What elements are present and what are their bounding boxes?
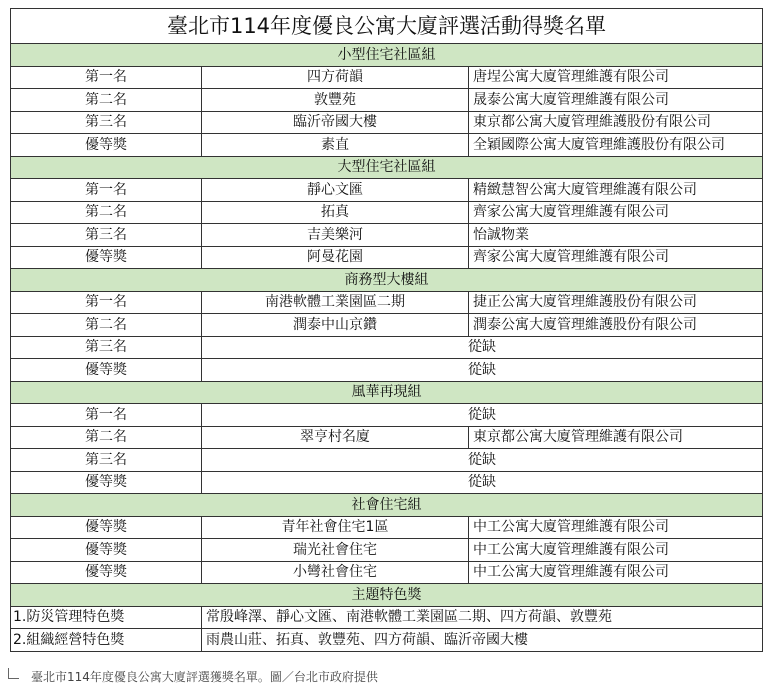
table-row [11,336,763,359]
rank-cell: 優等獎 [11,516,202,539]
table-row [11,179,763,202]
building-cell: 潤泰中山京鑽 [202,314,469,337]
rank-cell: 優等獎 [11,134,202,157]
rank-cell: 優等獎 [11,359,202,382]
company-cell: 潤泰公寓大廈管理維護股份有限公司 [469,314,763,337]
company-cell: 捷正公寓大廈管理維護股份有限公司 [469,291,763,314]
building-cell: 四方荷韻 [202,66,469,89]
table-row [11,224,763,247]
table-row [11,201,763,224]
table-row [11,359,763,382]
building-cell: 翠亨村名廈 [202,426,469,449]
group-header-row [11,156,763,179]
rank-cell: 第三名 [11,111,202,134]
company-cell: 東京都公寓大廈管理維護有限公司 [469,426,763,449]
group-header: 社會住宅組 [11,494,763,517]
special-award-row [11,606,763,629]
special-award-row [11,629,763,652]
rank-cell: 第二名 [11,314,202,337]
table-row [11,404,763,427]
rank-cell: 第三名 [11,449,202,472]
table-title: 臺北市114年度優良公寓大廈評選活動得獎名單 [11,9,763,44]
table-row [11,314,763,337]
caption-corner-mark [8,668,19,679]
title-row [11,9,763,44]
company-cell: 齊家公寓大廈管理維護有限公司 [469,246,763,269]
building-cell: 臨沂帝國大樓 [202,111,469,134]
vacant-cell: 從缺 [202,404,763,427]
group-header-row [11,494,763,517]
company-cell: 精緻慧智公寓大廈管理維護有限公司 [469,179,763,202]
rank-cell: 優等獎 [11,471,202,494]
group-header-row [11,381,763,404]
rank-cell: 第一名 [11,66,202,89]
group-header: 風華再現組 [11,381,763,404]
rank-cell: 優等獎 [11,561,202,584]
photo-caption [8,668,378,685]
company-cell: 中工公寓大廈管理維護有限公司 [469,516,763,539]
special-header-row [11,584,763,607]
company-cell: 怡誠物業 [469,224,763,247]
table-row [11,111,763,134]
building-cell: 敦豐苑 [202,89,469,112]
building-cell: 阿曼花園 [202,246,469,269]
group-header: 商務型大樓組 [11,269,763,292]
rank-cell: 第一名 [11,291,202,314]
special-award-name: 1.防災管理特色獎 [11,606,202,629]
rank-cell: 第一名 [11,404,202,427]
rank-cell: 第二名 [11,426,202,449]
table-row [11,539,763,562]
table-row [11,449,763,472]
caption-text: 臺北市114年度優良公寓大廈評選獲獎名單。圖／台北市政府提供 [31,670,378,684]
special-award-name: 2.組織經營特色獎 [11,629,202,652]
group-header-row [11,44,763,67]
table-row [11,66,763,89]
building-cell: 素直 [202,134,469,157]
building-cell: 小彎社會住宅 [202,561,469,584]
table-row [11,471,763,494]
table-row [11,426,763,449]
award-table-body [11,9,763,652]
vacant-cell: 從缺 [202,336,763,359]
building-cell: 瑞光社會住宅 [202,539,469,562]
building-cell: 青年社會住宅1區 [202,516,469,539]
company-cell: 齊家公寓大廈管理維護有限公司 [469,201,763,224]
rank-cell: 第三名 [11,336,202,359]
rank-cell: 第三名 [11,224,202,247]
building-cell: 拓真 [202,201,469,224]
table-row [11,561,763,584]
company-cell: 晟泰公寓大廈管理維護有限公司 [469,89,763,112]
rank-cell: 第二名 [11,201,202,224]
company-cell: 唐埕公寓大廈管理維護有限公司 [469,66,763,89]
building-cell: 靜心文匯 [202,179,469,202]
table-row [11,134,763,157]
company-cell: 東京都公寓大廈管理維護股份有限公司 [469,111,763,134]
vacant-cell: 從缺 [202,471,763,494]
award-table-container [10,8,762,652]
group-header-row [11,269,763,292]
rank-cell: 優等獎 [11,539,202,562]
rank-cell: 第二名 [11,89,202,112]
group-header: 主題特色獎 [11,584,763,607]
building-cell: 南港軟體工業園區二期 [202,291,469,314]
company-cell: 中工公寓大廈管理維護有限公司 [469,539,763,562]
vacant-cell: 從缺 [202,449,763,472]
special-award-winners: 雨農山莊、拓真、敦豐苑、四方荷韻、臨沂帝國大樓 [202,629,763,652]
award-table [10,8,763,652]
rank-cell: 優等獎 [11,246,202,269]
company-cell: 中工公寓大廈管理維護有限公司 [469,561,763,584]
group-header: 小型住宅社區組 [11,44,763,67]
table-row [11,246,763,269]
group-header: 大型住宅社區組 [11,156,763,179]
special-award-winners: 常殷峰澤、靜心文匯、南港軟體工業園區二期、四方荷韻、敦豐苑 [202,606,763,629]
table-row [11,516,763,539]
table-row [11,291,763,314]
company-cell: 全穎國際公寓大廈管理維護股份有限公司 [469,134,763,157]
table-row [11,89,763,112]
rank-cell: 第一名 [11,179,202,202]
building-cell: 吉美樂河 [202,224,469,247]
vacant-cell: 從缺 [202,359,763,382]
